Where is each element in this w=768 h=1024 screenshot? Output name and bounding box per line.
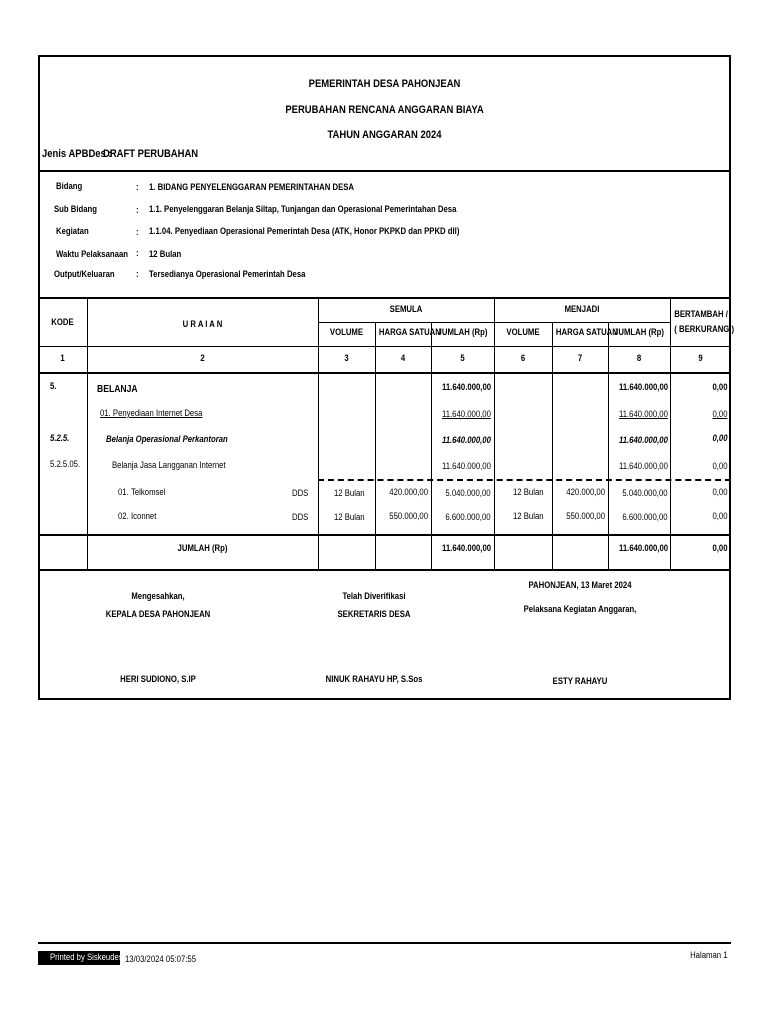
- header-menjadi: MENJADI: [564, 304, 600, 314]
- total-top-line: [38, 534, 731, 536]
- item-no: 01.: [118, 487, 129, 497]
- info-label-sub-bidang: Sub Bidang: [54, 204, 97, 214]
- page-number: Halaman 1: [690, 950, 728, 960]
- signature-col3-line1: Pelaksana Kegiatan Anggaran,: [523, 604, 637, 614]
- row-semula-jumlah: 11.640.000,00: [442, 435, 491, 445]
- info-label-bidang: Bidang: [56, 181, 83, 191]
- header-line3: TAHUN ANGGARAN 2024: [327, 129, 442, 141]
- item-volume-semula: 12 Bulan: [334, 512, 365, 522]
- row-kode: 5.: [50, 381, 57, 391]
- item-dashed-separator: [318, 479, 731, 481]
- col-divider: [552, 322, 553, 569]
- signature-col1-line2: KEPALA DESA PAHONJEAN: [105, 609, 211, 619]
- col-divider: [375, 322, 376, 569]
- info-sep: :: [136, 227, 139, 237]
- item-volume-menjadi: 12 Bulan: [513, 511, 544, 521]
- item-harga-semula: 420.000,00: [389, 487, 428, 497]
- signature-col1-name: HERI SUDIONO, S.IP: [120, 674, 196, 684]
- header-jumlah-menjadi: JUMLAH (Rp): [614, 327, 664, 337]
- item-jumlah-menjadi: 6.600.000,00: [622, 512, 668, 522]
- info-value-sub-bidang: 1.1. Penyelenggaran Belanja Siltap, Tunjangan dan Operasional Pemerintahan Desa: [149, 204, 457, 214]
- item-name: Telkomsel: [131, 487, 166, 497]
- info-value-bidang: 1. BIDANG PENYELENGGARAN PEMERINTAHAN DESA: [149, 182, 354, 192]
- item-jumlah-menjadi: 5.040.000,00: [622, 488, 668, 498]
- footer-rule: [38, 942, 731, 944]
- row-uraian: Belanja Operasional Perkantoran: [106, 434, 228, 444]
- row-menjadi-jumlah: 11.640.000,00: [619, 409, 668, 419]
- header-bertambah: BERTAMBAH /: [674, 309, 728, 319]
- numbers-bottom-line: [38, 372, 731, 374]
- header-semula: SEMULA: [389, 304, 423, 314]
- row-menjadi-jumlah: 11.640.000,00: [619, 435, 668, 445]
- signature-col2-name: NINUK RAHAYU HP, S.Sos: [325, 674, 423, 684]
- info-value-output: Tersedianya Operasional Pemerintah Desa: [149, 269, 306, 279]
- row-menjadi-jumlah: 11.640.000,00: [619, 461, 668, 471]
- col-divider: [608, 322, 609, 569]
- header-line1: PEMERINTAH DESA PAHONJEAN: [308, 78, 461, 90]
- item-harga-menjadi: 420.000,00: [566, 487, 605, 497]
- total-selisih: 0,00: [712, 543, 728, 553]
- header-harga-semula: HARGA SATUAN: [378, 327, 441, 337]
- item-sumber: DDS: [292, 488, 309, 498]
- header-kode: KODE: [51, 317, 74, 327]
- item-name: Iconnet: [131, 511, 157, 521]
- table-top-border: [38, 297, 731, 299]
- item-no: 02.: [118, 511, 129, 521]
- col-divider: [670, 297, 671, 569]
- header-line2: PERUBAHAN RENCANA ANGGARAN BIAYA: [285, 104, 484, 116]
- row-uraian: BELANJA: [97, 384, 138, 395]
- total-semula: 11.640.000,00: [441, 543, 491, 553]
- col-divider: [431, 322, 432, 569]
- item-jumlah-semula: 6.600.000,00: [445, 512, 491, 522]
- item-sumber: DDS: [292, 512, 309, 522]
- row-menjadi-jumlah: 11.640.000,00: [618, 382, 668, 392]
- col-number: 6: [520, 353, 526, 363]
- info-label-kegiatan: Kegiatan: [56, 226, 89, 236]
- row-uraian: 01. Penyediaan Internet Desa: [100, 408, 203, 418]
- item-harga-semula: 550.000,00: [389, 511, 428, 521]
- signature-place-date: PAHONJEAN, 13 Maret 2024: [528, 580, 632, 590]
- row-semula-jumlah: 11.640.000,00: [442, 461, 491, 471]
- row-kode: 5.2.5.: [50, 433, 70, 443]
- col-divider: [87, 297, 88, 569]
- row-selisih: 0,00: [712, 461, 728, 471]
- col-number: 9: [698, 353, 703, 363]
- info-sep: :: [136, 248, 139, 258]
- printed-badge: [38, 951, 123, 965]
- info-sep: :: [136, 182, 139, 192]
- col-divider: [494, 297, 495, 569]
- row-semula-jumlah: 11.640.000,00: [441, 382, 491, 392]
- info-label-waktu: Waktu Pelaksanaan: [56, 249, 128, 259]
- row-selisih: 0,00: [712, 409, 728, 419]
- col-number: 4: [400, 353, 406, 363]
- col-divider: [318, 297, 319, 569]
- total-label: JUMLAH (Rp): [177, 543, 228, 553]
- item-volume-menjadi: 12 Bulan: [513, 487, 544, 497]
- item-harga-menjadi: 550.000,00: [566, 511, 605, 521]
- row-kode: 5.2.5.05.: [50, 459, 81, 469]
- printed-label: Printed by Siskeudes: [50, 952, 123, 962]
- row-selisih: 0,00: [712, 382, 728, 392]
- header-berkurang: ( BERKURANG ): [674, 324, 735, 334]
- col-number: 8: [636, 353, 642, 363]
- info-sep: :: [136, 269, 139, 279]
- signature-col1-line1: Mengesahkan,: [131, 591, 185, 601]
- jenis-apbdes-value: DRAFT PERUBAHAN: [103, 148, 199, 160]
- total-bottom-line: [38, 569, 731, 571]
- col-number: 7: [577, 353, 583, 363]
- header-harga-menjadi: HARGA SATUAN: [555, 327, 618, 337]
- row-selisih: 0,00: [712, 433, 728, 443]
- col-number: 3: [344, 353, 349, 363]
- header-bottom-line: [38, 346, 731, 347]
- header-uraian: U R A I A N: [182, 319, 223, 329]
- info-value-kegiatan: 1.1.04. Penyediaan Operasional Pemerintah Desa (ATK, Honor PKPKD dan PPKD dll): [149, 226, 460, 236]
- total-menjadi: 11.640.000,00: [618, 543, 668, 553]
- signature-col2-line2: SEKRETARIS DESA: [337, 609, 411, 619]
- row-uraian: Belanja Jasa Langganan Internet: [112, 460, 226, 470]
- header-jumlah-semula: JUMLAH (Rp): [437, 327, 488, 337]
- signature-col2-line1: Telah Diverifikasi: [342, 591, 406, 601]
- item-jumlah-semula: 5.040.000,00: [445, 488, 491, 498]
- info-label-output: Output/Keluaran: [54, 269, 115, 279]
- item-selisih: 0,00: [712, 511, 728, 521]
- header-volume-menjadi: VOLUME: [506, 327, 540, 337]
- item-selisih: 0,00: [712, 487, 728, 497]
- info-sep: :: [136, 205, 139, 215]
- print-timestamp: 13/03/2024 05:07:55: [125, 954, 197, 964]
- row-semula-jumlah: 11.640.000,00: [442, 409, 491, 419]
- col-number: 2: [200, 353, 205, 363]
- jenis-apbdes-label: Jenis APBDes :: [42, 148, 112, 160]
- signature-col3-name: ESTY RAHAYU: [552, 676, 608, 686]
- header-volume-semula: VOLUME: [329, 327, 364, 337]
- col-number: 1: [60, 353, 65, 363]
- item-volume-semula: 12 Bulan: [334, 488, 365, 498]
- header-divider: [38, 170, 731, 172]
- info-value-waktu: 12 Bulan: [149, 249, 182, 259]
- col-number: 5: [460, 353, 465, 363]
